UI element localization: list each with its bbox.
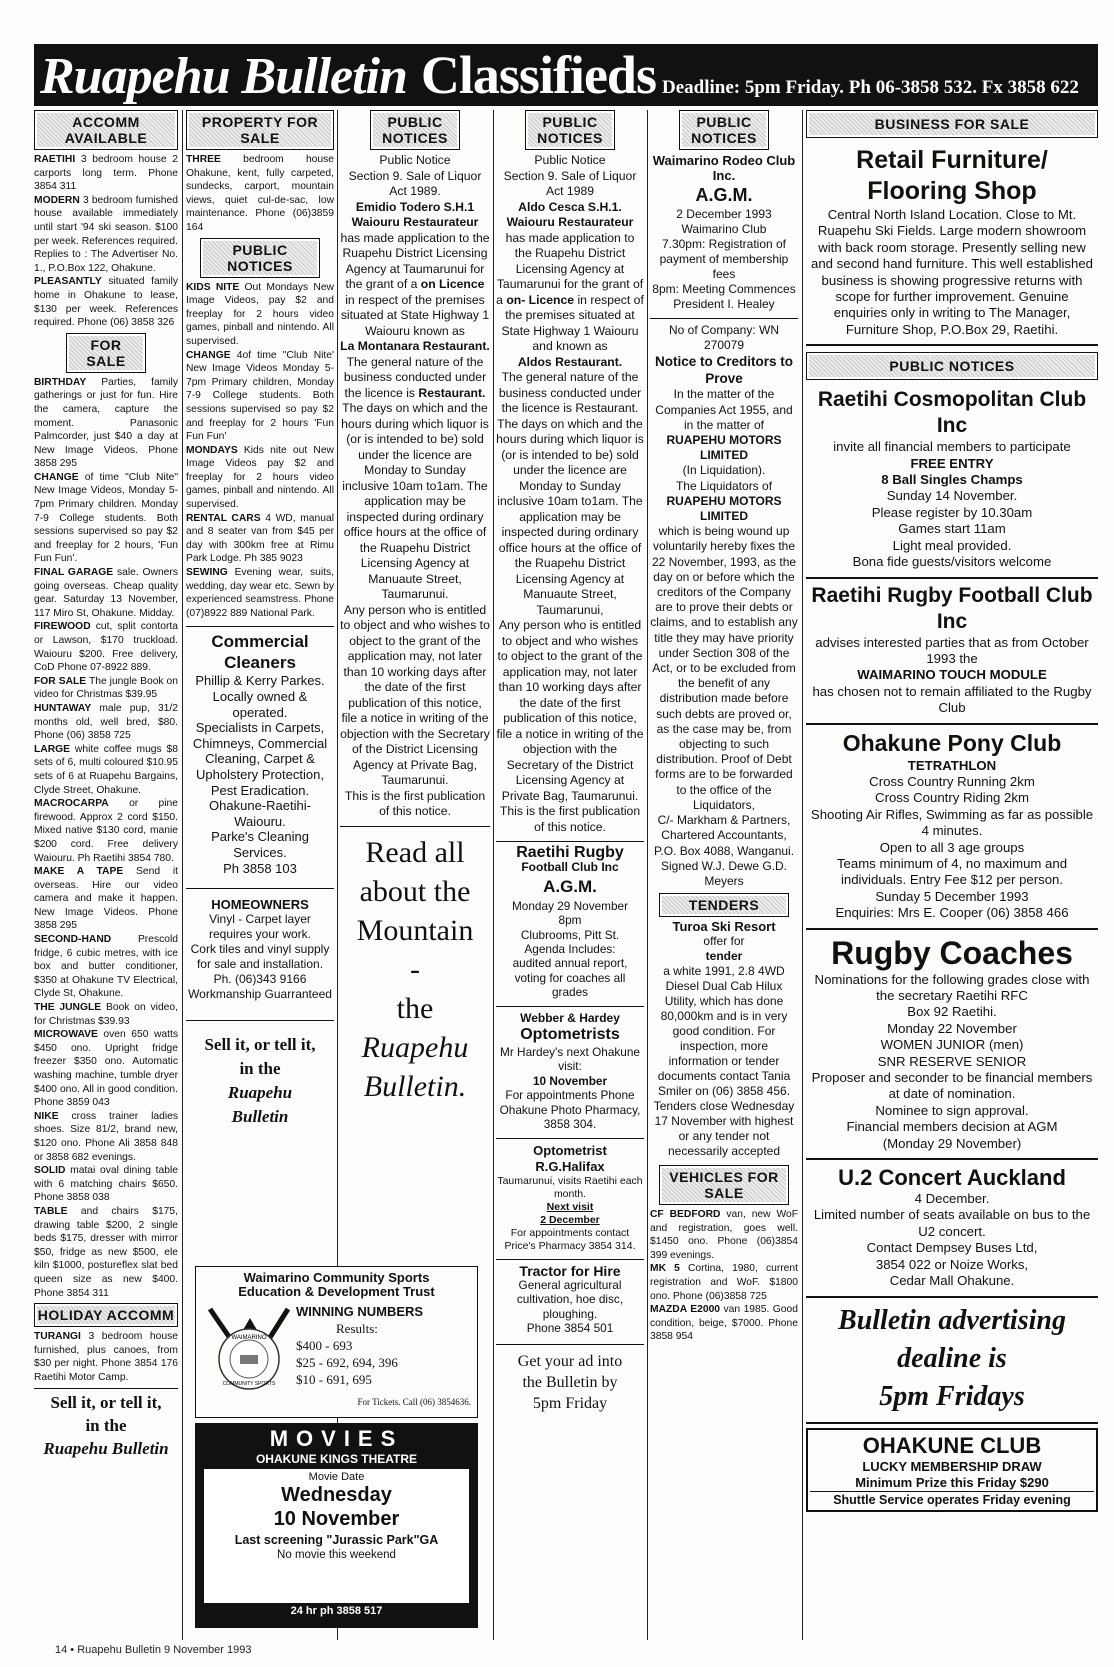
rugby-agm-ad: Raetihi Rugby Football Club Inc A.G.M. Monday 29 November 8pm Clubrooms, Pitt St. Agenda Includes: audited annual report, voting for coaches all grades <box>496 841 644 1000</box>
movie-listing: Movie Date Wednesday 10 November Last screening "Jurassic Park"GA No movie this weekend <box>204 1469 469 1603</box>
classified-ad: THE JUNGLE Book on video, for Christmas $39.93 <box>34 1002 178 1027</box>
tractor-hire-ad: Tractor for Hire General agricultural cultivation, hoe disc, ploughing. Phone 3854 501 <box>496 1259 644 1336</box>
u2-concert-ad: U.2 Concert Auckland 4 December. Limited number of seats available on bus to the U2 concert. Contact Dempsey Buses Ltd, 3854 022 or Noize Works, Cedar Mall Ohakune. <box>806 1160 1098 1297</box>
read-all-promo: Read all about the Mountain - the Ruapehu Bulletin. <box>340 826 490 1106</box>
cleaners-ad: Commercial Cleaners Phillip & Kerry Parkes. Locally owned & operated. Specialists in Carpets, Chimneys, Commercial Cleaning, Carpet & Upholstery Protection, Pest Eradication. Ohakune-Raetihi-Waiouru. Parke's Cleaning Services. Ph 3858 103 <box>186 626 334 876</box>
classified-ad: FIREWOOD cut, split contorta or Lawson, $170 truckload. Waiouru $200. Free delivery, CoD Phone 07-8922 889. <box>34 621 178 674</box>
section-header-accomm: ACCOMM AVAILABLE <box>34 110 178 150</box>
rugby-coaches-ad: Rugby Coaches Nominations for the following grades close with the secretary Raetihi RFC Box 92 Raetihi. Monday 22 November WOMEN JUNIOR (men) SNR RESERVE SENIOR Proposer and seconder to be financial members at date of nomination. Nominee to sign approval. Financial members decision at AGM (Monday 29 November) <box>806 930 1098 1160</box>
section-header-business: BUSINESS FOR SALE <box>806 110 1098 138</box>
classified-ad: CHANGE 4of time "Club Nite' New Image Videos Monday 5-7pm Primary children, Monday 7-9 College students. Both sessions supervised so pay $2 and freeplay for 2 hours 'Fun Fun Fun' <box>186 349 334 443</box>
optometrist-halifax-ad: Optometrist R.G.Halifax Taumarunui, visits Raetihi each month. Next visit 2 December For appointments contact Price's Pharmacy 3854 314. <box>496 1138 644 1253</box>
classified-ad: MAZDA E2000 van 1985. Good condition, beige, $7000. Phone 3858 954 <box>650 1304 798 1343</box>
classified-ad: TURANGI 3 bedroom house furnished, plus canoes, from $30 per night. Phone 3854 176 Raetihi Motor Camp. <box>34 1331 178 1383</box>
masthead-classifieds: Classifieds <box>420 45 656 105</box>
section-header-notices: PUBLIC NOTICES <box>525 110 615 150</box>
column-business <box>806 110 1098 1643</box>
classified-ad: BIRTHDAY Parties, family gatherings or just for fun. Hire the camera, capture the moment. Panasonic Palmcorder, just $40 a day at New Image Videos. Phone 3858 295 <box>34 376 178 470</box>
masthead <box>34 44 1098 106</box>
notices-listings <box>186 281 334 621</box>
column-rule <box>802 110 803 1640</box>
waimarino-logo <box>202 1303 296 1411</box>
classified-ad: CHANGE of time "Club Nite" New Image Videos, Monday 5-7pm Primary children. Monday 7-9 College students. Both sessions supervised so pay $2 and freeplay for 2 hours, 'Fun Fun Fun'. <box>34 471 178 565</box>
creditors-notice: No of Company: WN 270079 Notice to Creditors to Prove In the matter of the Companies Act 1955, and in the matter of RUAPEHU MOTORS LIMITED (In Liquidation). The Liquidators of RUAPEHU MOTORS LIMITED which is being wound up voluntarily hereby fixes the 22 November, 1993, as the day on or before which the creditors of the Company are to prove their debts or claims, and to establish any title they may have priority under Section 308 of the Act, or to be excluded from the benefit of any distribution made before such debts are proved or, as the case may be, from objecting to such distribution. Proof of Debt forms are to be forwarded to the office of the Liquidators, C/- Markham & Partners, Chartered Accountants, P.O. Box 4088, Wanganui. Signed W.J. Dewe G.D. Meyers <box>650 318 798 889</box>
column-accomm-forsale <box>34 110 178 1643</box>
vehicle-listings <box>650 1208 798 1344</box>
rodeo-agm-ad: Waimarino Rodeo Club Inc. A.G.M. 2 December 1993 Waimarino Club 7.30pm: Registration of payment of membership fees 8pm: Meeting Commences President I. Healey <box>652 153 796 311</box>
furniture-shop-ad: Retail Furniture/ Flooring Shop Central North Island Location. Close to Mt. Ruapehu Ski Fields. Large modern showroom with back room storage. Presently selling new and second hand furniture. This well established business is showing progressive returns with scope for further improvement. Genuine enquiries only in writing to The Manager, Furniture Shop, P.O.Box 29, Raetihi. <box>806 141 1098 346</box>
masthead-title: Ruapehu Bulletin <box>40 48 407 105</box>
classified-ad: SECOND-HAND Prescold fridge, 6 cubic metres, with ice box and butter conditioner, $350 at Ohakune TV Electrical, Clyde St, Ohakune. <box>34 934 178 1000</box>
pony-club-ad: Ohakune Pony Club TETRATHLON Cross Country Running 2km Cross Country Riding 2km Shooting Air Rifles, Swimming as far as possible 4 minutes. Open to all 3 age groups Teams minimum of 4, no maximum and individuals. Entry Fee $12 per person. Sunday 5 December 1993 Enquiries: Mrs E. Cooper (06) 3858 466 <box>806 725 1098 930</box>
advertising-deadline-promo: Bulletin advertising dealine is 5pm Fridays <box>806 1298 1098 1424</box>
liquor-notice-todero: Public Notice Section 9. Sale of Liquor Act 1989. Emidio Todero S.H.1 Waiouru Restaurateur has made application to the Ruapehu District Licensing Agency at Taumarunui for the grant of a on Licence in respect of the premises situated at State Highway 1 Waiouru known as La Montanara Restaurant. The general nature of the business conducted under the licence is Restaurant. The days on which and the hours during which liquor is (or is intended to be) sold under the licence are Monday to Sunday inclusive 10am to1am. The application may be inspected during ordinary office hours at the office of the Ruapehu District Licensing Agency at Manuaute Street, Taumarunui. Any person who is entitled to object and who wishes to object to the grant of the application may, not later than 10 working days after the date of the first publication of this notice, file a notice in writing of the objection with the Secretary of the District Licensing Agency at Private Bag, Taumarunui. This is the first publication of this notice. <box>340 153 490 818</box>
classified-ad: MK 5 Cortina, 1980, current registration and WoF. $1800 ono. Phone (06)3858 725 <box>650 1263 798 1302</box>
property-listings <box>186 153 334 235</box>
get-your-ad-promo: Get your ad into the Bulletin by 5pm Friday <box>496 1344 644 1414</box>
ohakune-club-ad: OHAKUNE CLUB LUCKY MEMBERSHIP DRAW Minimum Prize this Friday $290 Shuttle Service operates Friday evening <box>806 1428 1098 1512</box>
accomm-listings <box>34 153 178 330</box>
column-rule <box>182 110 183 1640</box>
classified-ad: HUNTAWAY male pup, 31/2 months old, well bred, $80. Phone (06) 3858 725 <box>34 702 178 742</box>
sell-it-promo: Sell it, or tell it, in the Ruapehu Bulletin <box>34 1388 178 1460</box>
column-public-notice-2 <box>496 110 644 1643</box>
movies-ad: MOVIES OHAKUNE KINGS THEATRE Movie Date Wednesday 10 November Last screening "Jurassic Park"GA No movie this weekend 24 hr ph 3858 517 <box>195 1423 478 1628</box>
classified-ad: MACROCARPA or pine firewood. Approx 2 cord $150. Mixed native $130 cord, manie $200 cord. Free delivery Waiouru. Ph Raetihi 3854 780. <box>34 798 178 864</box>
winning-numbers-ad: Waimarino Community Sports Education & Development Trust WAIMARINO COMMUNITY SPORTS WINNING NUMBERS Results: $400 - 693 $25 - 692, 694, 396 $10 - 691, 695 For Tickets. Call (06) 3854636. <box>195 1266 478 1418</box>
classified-ad: LARGE white coffee mugs $8 sets of 6, multi coloured $10.95 sets of 6 at Ruapehu Bargains, Clyde Street, Ohakune. <box>34 743 178 796</box>
classified-ad: MODERN 3 bedroom furnished house available immediately until start '94 ski season. $100 per week. References required. Replies to : The Advertiser No. 1., P.O.Box 122, Ohakune. <box>34 194 178 274</box>
section-header-notices: PUBLIC NOTICES <box>370 110 460 150</box>
liquor-notice-cesca: Public Notice Section 9. Sale of Liquor Act 1989 Aldo Cesca S.H.1. Waiouru Restaurateur has made application to the Ruapehu District Licensing Agency at Taumarunui for the grant of a on- Licence in respect of the premises situated at State Highway 1 Waiouru and known as Aldos Restaurant. The general nature of the business conducted under the licence is Restaurant. The days on which and the hours during which liquor is (or is intended to be) sold under the licence are Monday to Sunday inclusive 10am to1am. The application may be inspected during ordinary office hours at the office of the Ruapehu District Licensing Agency at Manuaute Street, Taumarunui, Any person who is entitled to object and who wishes to object to the grant of the application may, not later than 10 working days after the date of the first publication of this notice, file a notice in writing of the objection with the Secretary of the District Licensing Agency at Private Bag, Taumarunui. This is the first publication of this notice. <box>496 153 644 834</box>
classified-ad: TABLE and chairs $175, drawing table $200, 2 single beds $175, dresser with mirror $50, fridge as new $500, ele kiln $1000, postureflex slat bed queen size as new $400. Phone 3854 311 <box>34 1205 178 1299</box>
holiday-listings <box>34 1330 178 1384</box>
logo-text-bottom: COMMUNITY SPORTS <box>222 1381 276 1387</box>
classified-ad: MAKE A TAPE Send it overseas. Hire our video camera and make it happen. New Image Videos. Phone 3858 295 <box>34 866 178 932</box>
optometrists-ad: Webber & Hardey Optometrists Mr Hardey's next Ohakune visit: 10 November For appointments Phone Ohakune Photo Pharmacy, 3858 304. <box>496 1006 644 1132</box>
column-public-notice-3 <box>650 110 798 1643</box>
classified-ad: RENTAL CARS 4 WD, manual and 8 seater van from $45 per day with 300km free at Rimu Park Lodge. Ph 385 9023 <box>186 512 334 565</box>
section-header-notices: PUBLIC NOTICES <box>806 352 1098 380</box>
page-footer: 14 • Ruapehu Bulletin 9 November 1993 <box>55 1644 252 1656</box>
logo-text-top: WAIMARINO <box>231 1335 267 1341</box>
sell-it-promo: Sell it, or tell it, in the Ruapehu Bulletin <box>186 1020 334 1129</box>
classified-ad: FINAL GARAGE sale. Owners going overseas. Cheap quality gear. Saturday 13 November, 117 Miro St, Ohakune. Midday. <box>34 567 178 619</box>
classified-ad: PLEASANTLY situated family home in Ohakune to lease, $130 per week. References required. Phone (06) 3858 326 <box>34 276 178 329</box>
classified-ad: SOLID matai oval dining table with 6 matching chairs $650. Phone 3858 038 <box>34 1165 178 1204</box>
classified-ad: NIKE cross trainer ladies shoes. Size 81/2, brand new, $120 ono. Phone Ali 3858 848 or 3858 682 evenings. <box>34 1110 178 1163</box>
trust-logo-icon <box>206 1303 292 1395</box>
column-rule <box>493 110 494 1640</box>
column-rule <box>647 110 648 1640</box>
masthead-deadline: Deadline: 5pm Friday. Ph 06-3858 532. Fx 3858 622 <box>661 77 1079 98</box>
section-header-holiday: HOLIDAY ACCOMM <box>34 1303 178 1327</box>
forsale-listings <box>34 376 178 1300</box>
rugby-football-club-ad: Raetihi Rugby Football Club Inc advises interested parties that as from October 1993 the WAIMARINO TOUCH MODULE has chosen not to remain affiliated to the Rugby Club <box>806 579 1098 725</box>
classified-ad: CF BEDFORD van, new WoF and registration, goes well. $1450 ono. Phone (06)3854 399 evenings. <box>650 1209 798 1261</box>
section-header-tenders: TENDERS <box>659 893 789 917</box>
section-header-forsale: FOR SALE <box>66 333 146 373</box>
section-header-notices: PUBLIC NOTICES <box>679 110 769 150</box>
classified-ad: THREE bedroom house Ohakune, kent, fully carpeted, sundecks, carport, mountain views, quiet cul-de-sac, low maintenance. Phone (06)3859 164 <box>186 154 334 233</box>
cosmopolitan-club-ad: Raetihi Cosmopolitan Club Inc invite all financial members to participate FREE ENTRY 8 Ball Singles Champs Sunday 14 November. Please register by 10.30am Games start 11am Light meal provided. Bona fide guests/visitors welcome <box>806 383 1098 578</box>
classified-ad: KIDS NITE Out Mondays New Image Videos, pay $2 and freeplay for 2 hours video games, pinball and nintendo. All supervised. <box>186 281 334 347</box>
classified-ad: SEWING Evening wear, suits, wedding, day wear etc. Sewn by experienced seamstress. Phone (07)8922 889 National Park. <box>186 567 334 619</box>
classified-ad: FOR SALE The jungle Book on video for Christmas $39.95 <box>34 675 178 701</box>
classified-ad: MONDAYS Kids nite out New Image Videos pay $2 and freeplay for 2 hours video games, pinball and nintendo. All supervised. <box>186 444 334 511</box>
classified-ad: MICROWAVE oven 650 watts $450 ono. Upright fridge freezer $350 ono. Automatic washing machine, tumble dryer $400 ono. All in good condition. Phone 3859 043 <box>34 1029 178 1109</box>
section-header-vehicles: VEHICLES FOR SALE <box>659 1165 789 1205</box>
classified-ad: RAETIHI 3 bedroom house 2 carports long term. Phone 3854 311 <box>34 154 178 193</box>
section-header-notices: PUBLIC NOTICES <box>200 238 320 278</box>
section-header-property: PROPERTY FOR SALE <box>186 110 334 150</box>
tender-ad: Turoa Ski Resort offer for tender a white 1991, 2.8 4WD Diesel Dual Cab Hilux Utility, which has done 80,000km and is in very good condition. For inspection, more information or tender documents contact Tania Smiler on (06) 3858 456. Tenders close Wednesday 17 November with highest or any tender not necessarily accepted <box>653 919 795 1159</box>
homeowners-ad: HOMEOWNERS Vinyl - Carpet layer requires your work. Cork tiles and vinyl supply for sale and installation. Ph. (06)343 9166 Workmanship Guarranteed <box>186 888 334 1002</box>
